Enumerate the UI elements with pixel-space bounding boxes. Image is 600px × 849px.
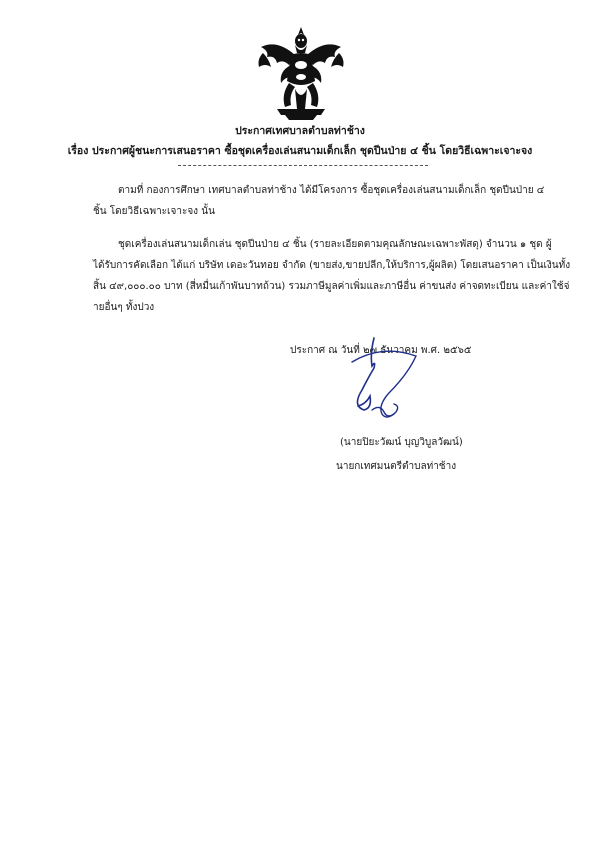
paragraph-2-line-1: ชุดเครื่องเล่นสนามเด็กเล่น ชุดปีนป่าย ๔ ชิ้น (รายละเอียดตามคุณลักษณะเฉพาะพัสดุ) จำนวน ๑ ชุด ผู้ bbox=[118, 239, 552, 250]
signer-position: นายกเทศมนตรีตำบลท่าช้าง bbox=[336, 461, 457, 472]
subject-title: เรื่อง ประกาศผู้ชนะการเสนอราคา ซื้อชุดเครื่องเล่นสนามเด็กเล็ก ชุดปีนป่าย ๔ ชิ้น โดยวิธีเฉพาะเจาะจง bbox=[67, 145, 533, 157]
handwritten-signature bbox=[312, 334, 442, 426]
announcement-date: ประกาศ ณ วันที่ ๒๗ ธันวาคม พ.ศ. ๒๕๖๕ bbox=[290, 345, 472, 356]
announcer-title: ประกาศเทศบาลตำบลท่าช้าง bbox=[235, 125, 365, 137]
divider bbox=[178, 165, 428, 166]
paragraph-2-line-3: สิ้น ๔๙,๐๐๐.๐๐ บาท (สี่หมื่นเก้าพันบาทถ้วน) รวมภาษีมูลค่าเพิ่มและภาษีอื่น ค่าขนส่ง ค่าจดทะเบียน และค่าใช้จ่ bbox=[93, 281, 570, 292]
garuda-emblem-icon bbox=[255, 25, 347, 121]
paragraph-2-line-2: ได้รับการคัดเลือก ได้แก่ บริษัท เดอะวันทอย จำกัด (ขายส่ง,ขายปลีก,ให้บริการ,ผู้ผลิต) โดยเสนอราคา เป็นเงินทั้ง bbox=[93, 260, 571, 271]
paragraph-1-line-2: ชิ้น โดยวิธีเฉพาะเจาะจง นั้น bbox=[93, 206, 215, 217]
paragraph-1-line-1: ตามที่ กองการศึกษา เทศบาลตำบลท่าช้าง ได้มีโครงการ ซื้อชุดเครื่องเล่นสนามเด็กเล็ก ชุดปีนป่าย ๔ bbox=[118, 185, 545, 196]
paragraph-2-line-4: ายอื่นๆ ทั้งปวง bbox=[93, 302, 155, 313]
signer-name: (นายปิยะวัฒน์ บุญวิบูลวัฒน์) bbox=[340, 437, 463, 448]
